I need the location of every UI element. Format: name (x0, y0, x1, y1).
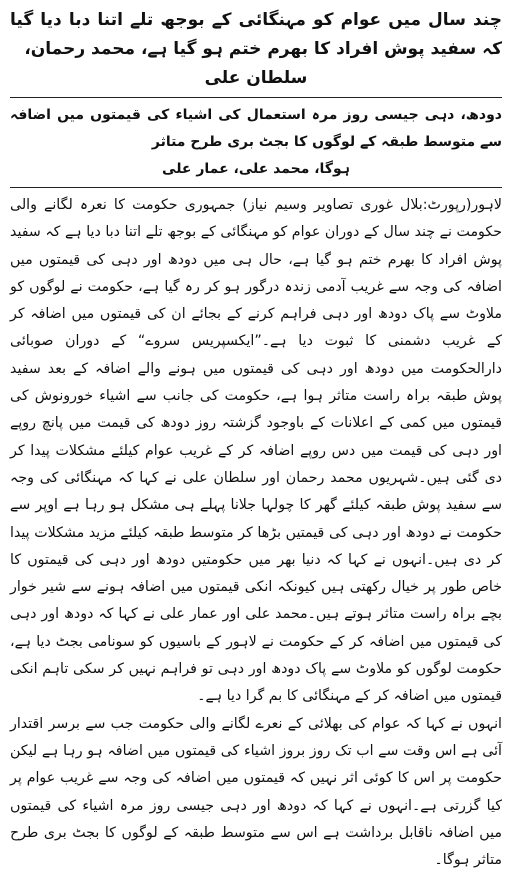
divider (10, 97, 502, 98)
body-paragraph: لاہور(رپورٹ:بلال غوری تصاویر وسیم نیاز) جمہوری حکومت کا نعرہ لگانے والی حکومت نے چند سال کے دوران عوام کو مہنگائی کے بوجھ تلے اتنا دبا دیا ہے کہ سفید پوش افراد کا بھرم ختم ہو گیا ہے، حال ہی میں دودھ اور دہی کی قیمتوں میں اضافہ کی وجہ سے غریب آدمی زندہ درگور ہو کر رہ گیا ہے، حکومت نے لوگوں کو ملاوٹ سے پاک دودھ اور دہی فراہم کرنے کے بجائے ان کی قیمتوں میں اضافہ کر کے غریب دشمنی کا ثبوت دیا ہے۔”ایکسپریس سروے“ کے دوران صوبائی دارالحکومت میں دودھ اور دہی کی قیمتوں میں ہونے والے اضافہ کے بعد سفید پوش طبقہ براہ راست متاثر ہوا ہے، حکومت کی جانب سے اشیاء خورونوش کی قیمتوں میں کمی کے اعلانات کے باوجود گزشتہ روز دودھ کی قیمت میں پانچ روپے اور دہی کی قیمت میں دس روپے اضافہ کر کے غریب عوام کیلئے مشکلات پیدا کر دی گئی ہیں۔شہریوں محمد رحمان اور سلطان علی نے کہا کہ مہنگائی کی وجہ سے سفید پوش طبقہ کیلئے گھر کا چولہا جلانا پہلے ہی مشکل ہو رہا ہے اوپر سے حکومت نے دودھ اور دہی کی قیمتیں بڑھا کر متوسط طبقہ کیلئے مزید مشکلات پیدا کر دی ہیں۔انہوں نے کہا کہ دنیا بھر میں حکومتیں دودھ اور دہی کی قیمتوں کا خاص طور پر خیال رکھتی ہیں کیونکہ انکی قیمتوں میں اضافہ ہونے سے شیر خوار بچے براہ راست متاثر ہوتے ہیں۔محمد علی اور عمار علی نے کہا کہ دودھ اور دہی کی قیمتوں میں اضافہ کر کے حکومت نے لاہور کے باسیوں کو سونامی بجٹ دیا ہے، حکومت لوگوں کو ملاوٹ سے پاک دودھ اور دہی تو فراہم نہیں کر سکی تاہم انکی قیمتوں میں اضافہ کر کے مہنگائی کا بم گرا دیا ہے۔ (10, 197, 502, 705)
subheadline-line: دودھ، دہی جیسی روز مرہ استعمال کی اشیاء کی قیمتوں میں اضافہ سے متوسط طبقہ کے لوگوں کا بجٹ بری طرح متاثر (10, 107, 502, 150)
subheadline-author: ہوگا، محمد علی، عمار علی (162, 161, 350, 177)
subheadline (10, 102, 502, 183)
body-paragraph: انہوں نے کہا کہ عوام کی بھلائی کے نعرے لگانے والی حکومت جب سے برسر اقتدار آئی ہے اس وقت سے اب تک روز بروز اشیاء کی قیمتوں میں اضافہ ہو رہا ہے لیکن حکومت پر اس کا کوئی اثر نہیں کہ قیمتوں میں اضافہ کی وجہ سے غریب عوام پر کیا گزرتی ہے۔انہوں نے کہا کہ دودھ اور دہی جیسی روز مرہ اشیاء کی قیمتوں میں اضافہ ناقابل برداشت ہے اس سے متوسط طبقہ کے لوگوں کا بجٹ بری طرح متاثر ہوگا۔ (10, 715, 502, 869)
headline-line: چند سال میں عوام کو مہنگائی کے بوجھ تلے اتنا دبا دیا گیا کہ سفید پوش افراد کا بھرم ختم ہو گیا ہے، محمد رحمان، (10, 10, 502, 59)
headline-author: سلطان علی (204, 68, 308, 88)
divider (10, 187, 502, 188)
headline (10, 6, 502, 93)
article-body (10, 192, 502, 874)
